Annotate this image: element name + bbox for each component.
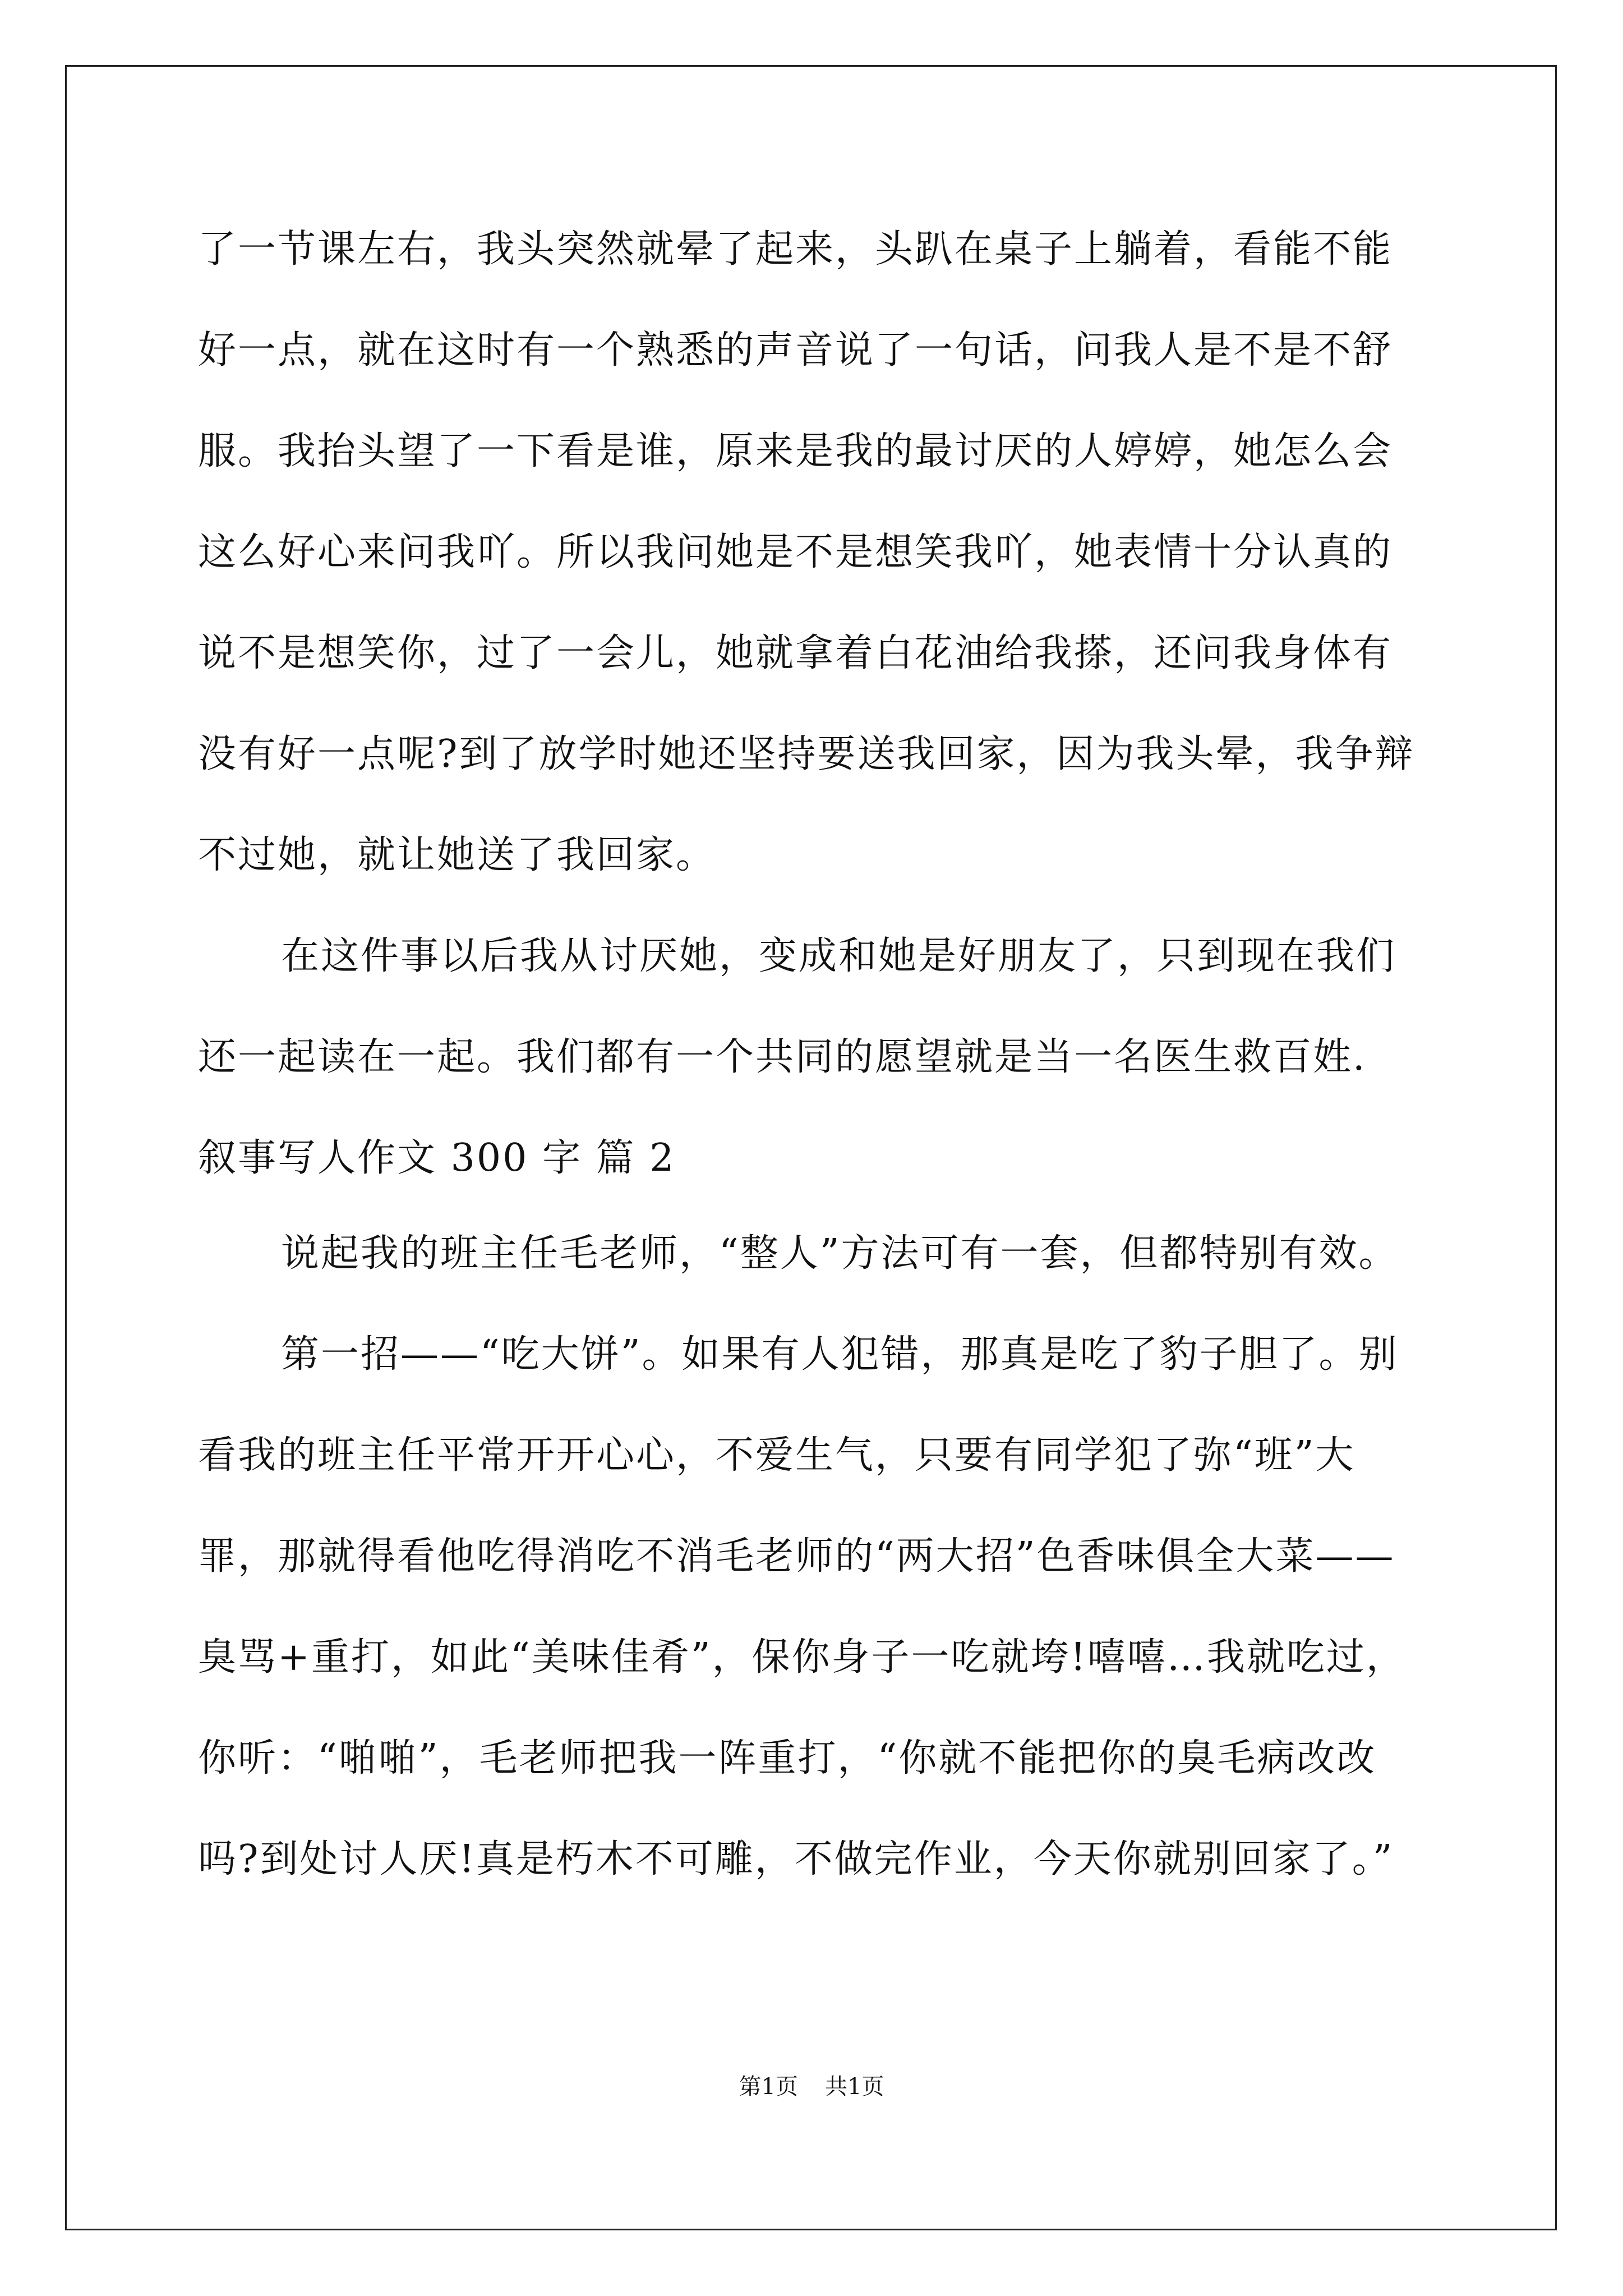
paragraph-line: 说起我的班主任毛老师，“整人”方法可有一套，但都特别有效。: [281, 1231, 1399, 1276]
paragraph-line: 臭骂+重打，如此“美味佳肴”，保你身子一吃就垮!嘻嘻…我就吃过，: [198, 1635, 1406, 1680]
paragraph-line: 吗?到处讨人厌!真是朽木不可雕，不做完作业，今天你就别回家了。”: [198, 1837, 1394, 1881]
paragraph-line: 在这件事以后我从讨厌她，变成和她是好朋友了，只到现在我们: [281, 934, 1396, 978]
page-number-current: 第1页: [739, 2074, 798, 2100]
paragraph-line: 看我的班主任平常开开心心，不爱生气，只要有同学犯了弥“班”大: [198, 1433, 1355, 1478]
paragraph-line: 第一招——“吃大饼”。如果有人犯错，那真是吃了豹子胆了。别: [281, 1332, 1399, 1377]
paragraph-line: 这么好心来问我吖。所以我问她是不是想笑我吖，她表情十分认真的: [198, 530, 1393, 574]
document-body: [198, 208, 1432, 1918]
paragraph-line: 说不是想笑你，过了一会儿，她就拿着白花油给我搽，还问我身体有: [198, 631, 1393, 675]
page-footer: [0, 2070, 1623, 2104]
paragraph-line: 了一节课左右，我头突然就晕了起来，头趴在桌子上躺着，看能不能: [198, 227, 1393, 272]
paragraph-line: 不过她，就让她送了我回家。: [198, 833, 716, 877]
paragraph-line: 你听：“啪啪”，毛老师把我一阵重打，“你就不能把你的臭毛病改改: [198, 1736, 1377, 1780]
paragraph-line: 还一起读在一起。我们都有一个共同的愿望就是当一名医生救百姓.: [198, 1035, 1367, 1079]
paragraph-line: 罪，那就得看他吃得消吃不消毛老师的“两大招”色香味俱全大菜——: [198, 1534, 1395, 1579]
paragraph-line: 没有好一点呢?到了放学时她还坚持要送我回家，因为我头晕，我争辩: [198, 732, 1415, 776]
page-number-total: 共1页: [825, 2074, 884, 2100]
paragraph-line: 服。我抬头望了一下看是谁，原来是我的最讨厌的人婷婷，她怎么会: [198, 429, 1393, 473]
paragraph-line: 好一点，就在这时有一个熟悉的声音说了一句话，问我人是不是不舒: [198, 328, 1393, 372]
section-heading: 叙事写人作文 300 字 篇 2: [198, 1136, 676, 1180]
